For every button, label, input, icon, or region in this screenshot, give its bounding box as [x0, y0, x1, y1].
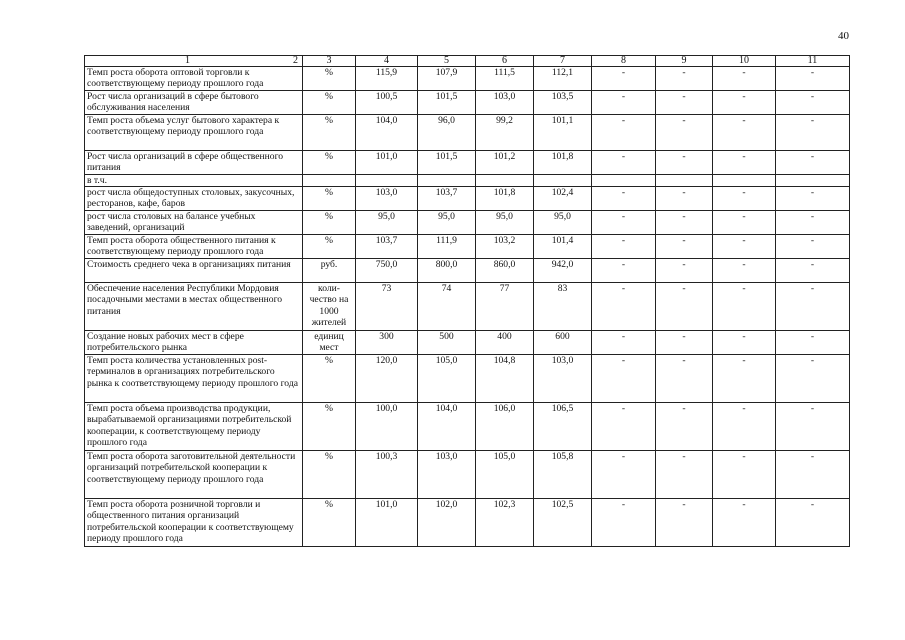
table-row — [85, 115, 850, 151]
table-row — [85, 403, 850, 451]
value-cell-11: - — [776, 259, 850, 283]
value-cell-9: - — [656, 451, 713, 499]
value-cell-6: 101,8 — [476, 187, 534, 211]
unit-cell: % — [303, 115, 356, 151]
value-cell-4: 101,0 — [356, 499, 418, 547]
col-number-1 — [85, 56, 303, 67]
value-cell-4: 104,0 — [356, 115, 418, 151]
value-cell-10: - — [713, 67, 776, 91]
value-cell-5: 107,9 — [418, 67, 476, 91]
value-cell-4: 100,3 — [356, 451, 418, 499]
table-body — [85, 56, 850, 547]
value-cell-9: - — [656, 187, 713, 211]
value-cell-10: - — [713, 91, 776, 115]
value-cell-10: - — [713, 115, 776, 151]
value-cell-10: - — [713, 283, 776, 331]
value-cell-8: - — [592, 187, 656, 211]
value-cell-7: 112,1 — [534, 67, 592, 91]
table-row — [85, 67, 850, 91]
value-cell-10 — [713, 175, 776, 187]
value-cell-5: 111,9 — [418, 235, 476, 259]
value-cell-7: 103,0 — [534, 355, 592, 403]
col-number-11: 11 — [776, 56, 850, 67]
unit-cell: % — [303, 499, 356, 547]
value-cell-6: 105,0 — [476, 451, 534, 499]
value-cell-7: 102,5 — [534, 499, 592, 547]
value-cell-5: 95,0 — [418, 211, 476, 235]
value-cell-8: - — [592, 91, 656, 115]
value-cell-8: - — [592, 259, 656, 283]
unit-cell: % — [303, 355, 356, 403]
value-cell-11: - — [776, 91, 850, 115]
value-cell-10: - — [713, 187, 776, 211]
value-cell-9: - — [656, 499, 713, 547]
unit-cell — [303, 175, 356, 187]
value-cell-10: - — [713, 403, 776, 451]
indicator-name-cell: Рост числа организаций в сфере общественного питания — [85, 151, 303, 175]
value-cell-4 — [356, 175, 418, 187]
value-cell-11: - — [776, 331, 850, 355]
value-cell-5: 96,0 — [418, 115, 476, 151]
value-cell-11: - — [776, 211, 850, 235]
indicator-name-cell: в т.ч. — [85, 175, 303, 187]
value-cell-8: - — [592, 355, 656, 403]
value-cell-5 — [418, 175, 476, 187]
value-cell-6: 77 — [476, 283, 534, 331]
value-cell-6: 99,2 — [476, 115, 534, 151]
unit-cell: единиц мест — [303, 331, 356, 355]
value-cell-10: - — [713, 235, 776, 259]
value-cell-5: 104,0 — [418, 403, 476, 451]
value-cell-9 — [656, 175, 713, 187]
value-cell-7: 101,8 — [534, 151, 592, 175]
indicators-table — [84, 55, 850, 547]
unit-cell: % — [303, 151, 356, 175]
col-number-5: 5 — [418, 56, 476, 67]
col-number-2-label: 2 — [293, 55, 298, 66]
unit-cell: % — [303, 187, 356, 211]
value-cell-6: 104,8 — [476, 355, 534, 403]
value-cell-5: 105,0 — [418, 355, 476, 403]
value-cell-7: 95,0 — [534, 211, 592, 235]
value-cell-4: 120,0 — [356, 355, 418, 403]
indicator-name-cell: Рост числа организаций в сфере бытового обслуживания населения — [85, 91, 303, 115]
table-row — [85, 499, 850, 547]
value-cell-9: - — [656, 115, 713, 151]
value-cell-7: 101,4 — [534, 235, 592, 259]
col-number-1-label: 1 — [185, 55, 190, 66]
value-cell-9: - — [656, 91, 713, 115]
indicator-name-cell: Темп роста оборота общественного питания к соответствующему периоду прошлого года — [85, 235, 303, 259]
value-cell-5: 103,0 — [418, 451, 476, 499]
value-cell-4: 300 — [356, 331, 418, 355]
value-cell-8: - — [592, 67, 656, 91]
value-cell-6: 102,3 — [476, 499, 534, 547]
value-cell-5: 102,0 — [418, 499, 476, 547]
table-row — [85, 187, 850, 211]
value-cell-11: - — [776, 187, 850, 211]
indicator-name-cell: Создание новых рабочих мест в сфере потребительского рынка — [85, 331, 303, 355]
value-cell-10: - — [713, 259, 776, 283]
unit-cell: % — [303, 235, 356, 259]
value-cell-9: - — [656, 403, 713, 451]
value-cell-8: - — [592, 283, 656, 331]
value-cell-10: - — [713, 151, 776, 175]
value-cell-11: - — [776, 151, 850, 175]
indicator-name-cell: рост числа общедоступных столовых, закусочных, ресторанов, кафе, баров — [85, 187, 303, 211]
unit-cell: % — [303, 403, 356, 451]
value-cell-9: - — [656, 259, 713, 283]
value-cell-4: 101,0 — [356, 151, 418, 175]
value-cell-6: 95,0 — [476, 211, 534, 235]
value-cell-6: 111,5 — [476, 67, 534, 91]
value-cell-7: 101,1 — [534, 115, 592, 151]
value-cell-4: 103,7 — [356, 235, 418, 259]
indicator-name-cell: Темп роста объема услуг бытового характера к соответствующему периоду прошлого года — [85, 115, 303, 151]
indicator-name-cell: Темп роста оборота заготовительной деятельности организаций потребительской кооперации к соответствующему периоду прошлого года — [85, 451, 303, 499]
value-cell-8: - — [592, 499, 656, 547]
value-cell-4: 750,0 — [356, 259, 418, 283]
table-row — [85, 259, 850, 283]
unit-cell: руб. — [303, 259, 356, 283]
unit-cell: % — [303, 91, 356, 115]
table-row — [85, 91, 850, 115]
value-cell-7 — [534, 175, 592, 187]
value-cell-9: - — [656, 355, 713, 403]
value-cell-9: - — [656, 331, 713, 355]
table-row — [85, 211, 850, 235]
value-cell-5: 101,5 — [418, 91, 476, 115]
table-row — [85, 451, 850, 499]
unit-cell: % — [303, 211, 356, 235]
table-row — [85, 283, 850, 331]
unit-cell: % — [303, 451, 356, 499]
col-number-3: 3 — [303, 56, 356, 67]
table-row — [85, 355, 850, 403]
value-cell-8: - — [592, 451, 656, 499]
value-cell-4: 73 — [356, 283, 418, 331]
value-cell-4: 100,0 — [356, 403, 418, 451]
col-number-6: 6 — [476, 56, 534, 67]
value-cell-9: - — [656, 211, 713, 235]
table-row — [85, 235, 850, 259]
value-cell-4: 115,9 — [356, 67, 418, 91]
value-cell-11: - — [776, 235, 850, 259]
col-number-7: 7 — [534, 56, 592, 67]
indicator-name-cell: рост числа столовых на балансе учебных заведений, организаций — [85, 211, 303, 235]
value-cell-9: - — [656, 151, 713, 175]
value-cell-8: - — [592, 115, 656, 151]
indicator-name-cell: Темп роста количества установленных post-терминалов в организациях потребительского рынка к соответствующему периоду прошлого года — [85, 355, 303, 403]
value-cell-7: 83 — [534, 283, 592, 331]
value-cell-9: - — [656, 235, 713, 259]
value-cell-8: - — [592, 403, 656, 451]
value-cell-7: 600 — [534, 331, 592, 355]
value-cell-10: - — [713, 355, 776, 403]
value-cell-7: 106,5 — [534, 403, 592, 451]
value-cell-11: - — [776, 403, 850, 451]
value-cell-10: - — [713, 211, 776, 235]
value-cell-5: 500 — [418, 331, 476, 355]
col-number-10: 10 — [713, 56, 776, 67]
value-cell-7: 103,5 — [534, 91, 592, 115]
value-cell-6: 103,0 — [476, 91, 534, 115]
value-cell-5: 74 — [418, 283, 476, 331]
table-row — [85, 175, 850, 187]
value-cell-10: - — [713, 451, 776, 499]
value-cell-4: 103,0 — [356, 187, 418, 211]
value-cell-11: - — [776, 283, 850, 331]
indicator-name-cell: Темп роста оборота розничной торговли и общественного питания организаций потребительской кооперации к соответствующему периоду прошлого года — [85, 499, 303, 547]
value-cell-8: - — [592, 235, 656, 259]
value-cell-9: - — [656, 283, 713, 331]
value-cell-11: - — [776, 67, 850, 91]
table-row — [85, 331, 850, 355]
indicator-name-cell: Темп роста объема производства продукции, вырабатываемой организациями потребительской кооперации, к соответствующему периоду прошлого года — [85, 403, 303, 451]
value-cell-5: 101,5 — [418, 151, 476, 175]
value-cell-6 — [476, 175, 534, 187]
unit-cell: % — [303, 67, 356, 91]
indicator-name-cell: Темп роста оборота оптовой торговли к соответствующему периоду прошлого года — [85, 67, 303, 91]
value-cell-7: 102,4 — [534, 187, 592, 211]
col-number-8: 8 — [592, 56, 656, 67]
value-cell-6: 400 — [476, 331, 534, 355]
value-cell-8: - — [592, 151, 656, 175]
col-number-4: 4 — [356, 56, 418, 67]
indicator-name-cell: Стоимость среднего чека в организациях питания — [85, 259, 303, 283]
indicator-name-cell: Обеспечение населения Республики Мордовия посадочными местами в местах общественного питания — [85, 283, 303, 331]
value-cell-10: - — [713, 499, 776, 547]
value-cell-5: 800,0 — [418, 259, 476, 283]
value-cell-10: - — [713, 331, 776, 355]
col-number-9: 9 — [656, 56, 713, 67]
value-cell-8: - — [592, 331, 656, 355]
value-cell-8 — [592, 175, 656, 187]
value-cell-6: 106,0 — [476, 403, 534, 451]
value-cell-8: - — [592, 211, 656, 235]
value-cell-7: 105,8 — [534, 451, 592, 499]
value-cell-6: 103,2 — [476, 235, 534, 259]
value-cell-4: 100,5 — [356, 91, 418, 115]
value-cell-6: 860,0 — [476, 259, 534, 283]
value-cell-11 — [776, 175, 850, 187]
value-cell-9: - — [656, 67, 713, 91]
unit-cell: коли- чество на 1000 жителей — [303, 283, 356, 331]
value-cell-11: - — [776, 355, 850, 403]
header-row — [85, 56, 850, 67]
page-number: 40 — [838, 30, 849, 42]
value-cell-11: - — [776, 451, 850, 499]
value-cell-11: - — [776, 499, 850, 547]
value-cell-5: 103,7 — [418, 187, 476, 211]
value-cell-11: - — [776, 115, 850, 151]
value-cell-4: 95,0 — [356, 211, 418, 235]
table-row — [85, 151, 850, 175]
value-cell-7: 942,0 — [534, 259, 592, 283]
value-cell-6: 101,2 — [476, 151, 534, 175]
